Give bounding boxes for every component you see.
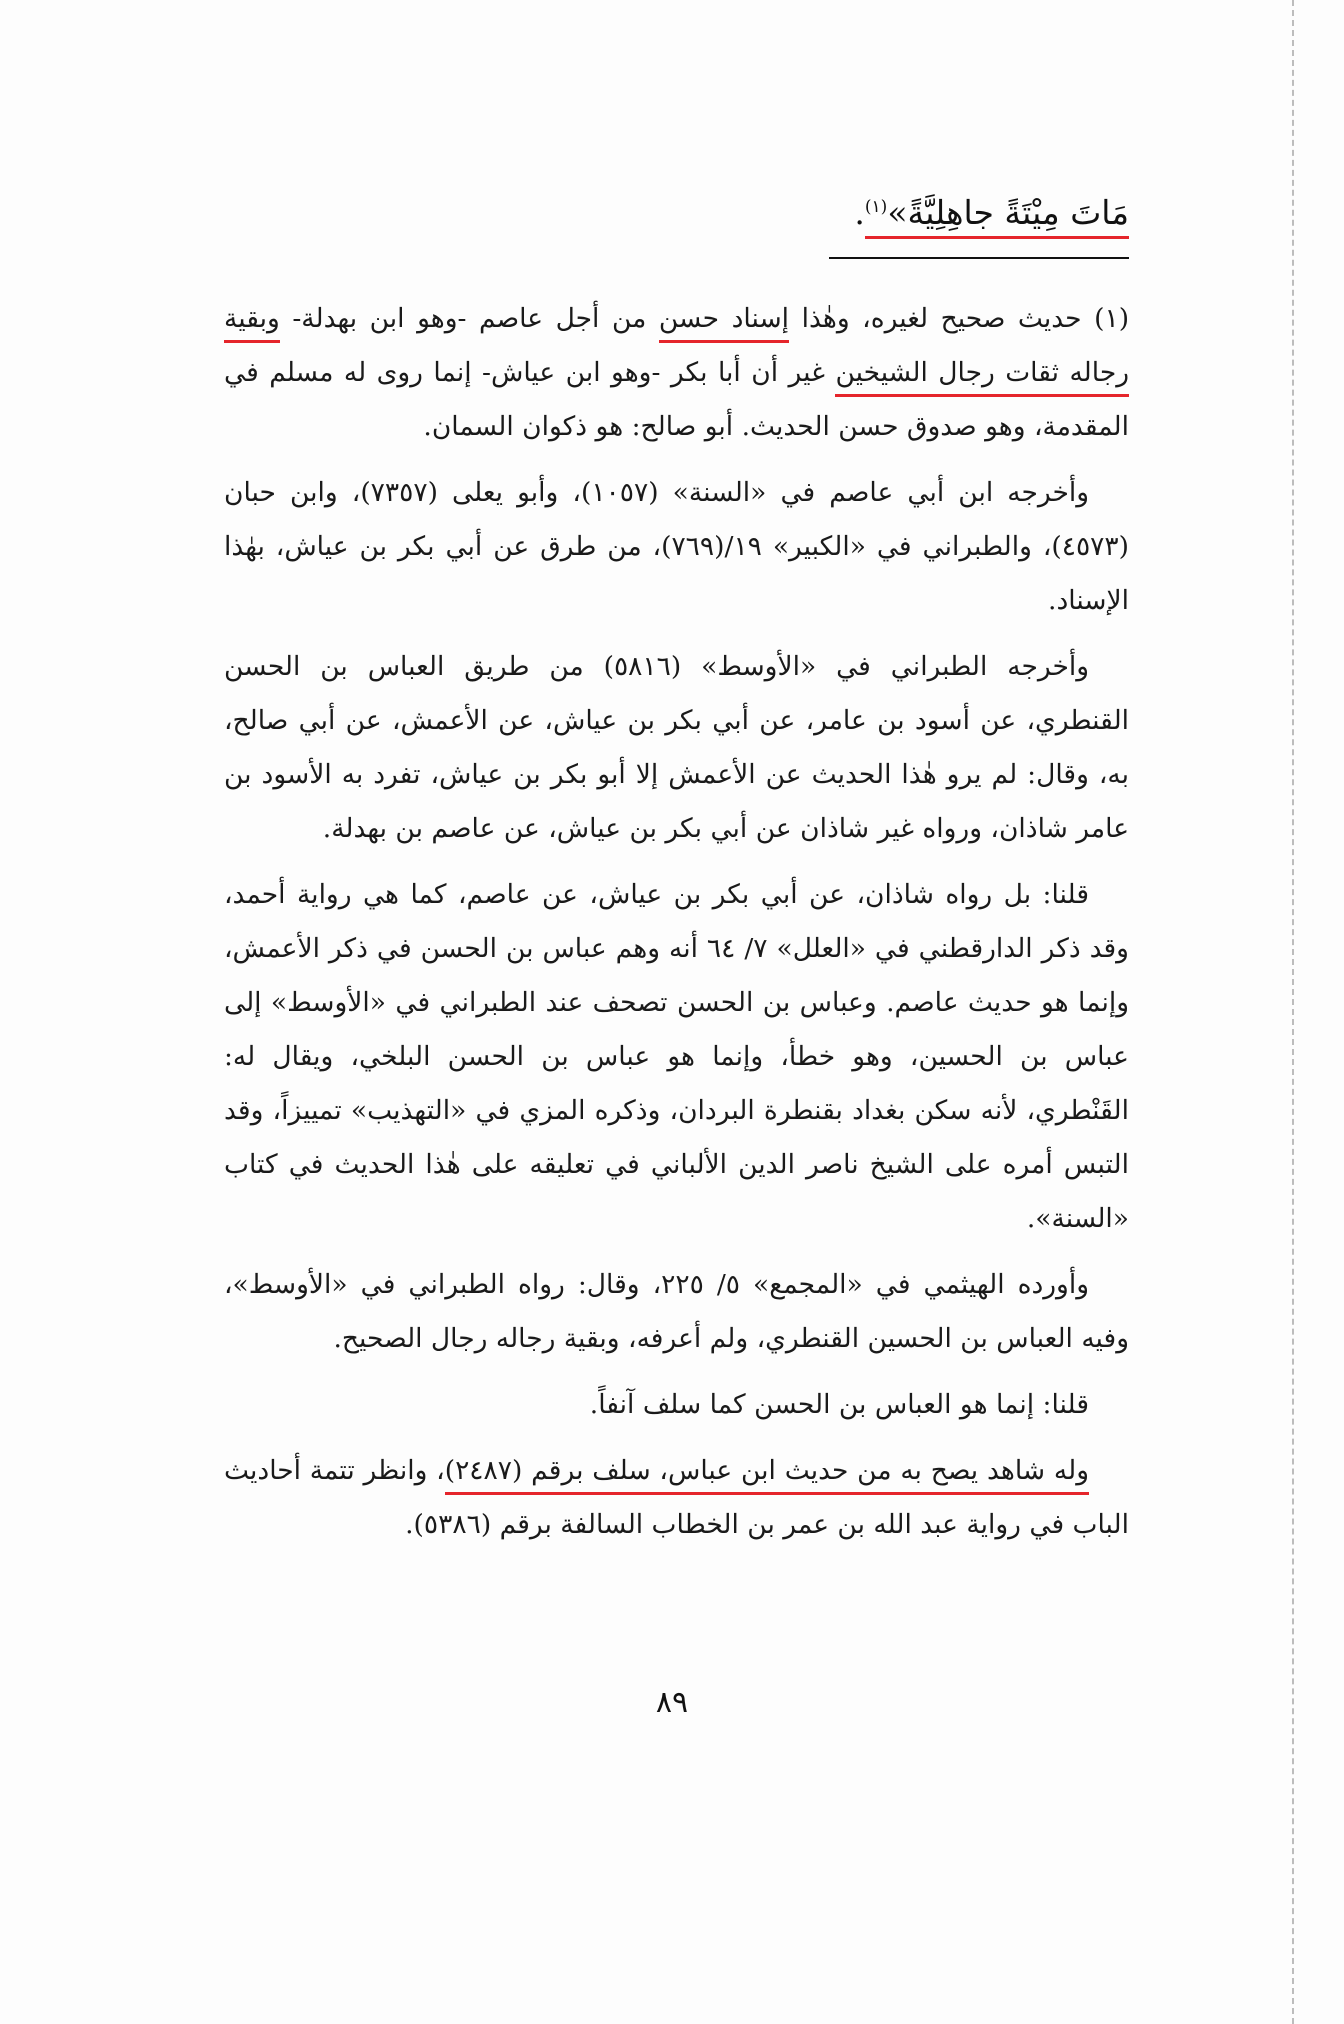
footnote-paragraph xyxy=(224,868,1129,1246)
highlighted-phrase xyxy=(865,193,1129,239)
footnote-text: ، وانظر تتمة أحاديث الباب في رواية عبد الله بن عمر بن الخطاب السالفة برقم (٥٣٨٦). xyxy=(224,1455,1129,1540)
footnote-separator xyxy=(829,257,1129,259)
footnote-text: وأخرجه ابن أبي عاصم في «السنة» (١٠٥٧)، وأبو يعلى (٧٣٥٧)، وابن حبان (٤٥٧٣)، والطبراني في «الكبير» ١٩/(٧٦٩)، من طرق عن أبي بكر بن عياش، بهٰذا الإسناد. xyxy=(224,477,1129,616)
footnote-reference: (١) xyxy=(864,197,888,217)
highlighted-text: إسناد حسن xyxy=(659,303,789,343)
footnote-text: من أجل عاصم -وهو ابن بهدلة- xyxy=(279,303,659,334)
footnote-text: قلنا: إنما هو العباس بن الحسن كما سلف آنفاً. xyxy=(589,1389,1089,1420)
footnote-paragraph xyxy=(224,1378,1129,1432)
footnote-text: قلنا: بل رواه شاذان، عن أبي بكر بن عياش، عن عاصم، كما هي رواية أحمد، وقد ذكر الدارقطني في «العلل» ٧/ ٦٤ أنه وهم عباس بن الحسن في ذكر الأعمش، وإنما هو حديث عاصم. وعباس بن الحسن تصحف عند الطبراني في «الأوسط» إلى عباس بن الحسين، وهو خطأ، وإنما هو عباس بن الحسن البلخي، ويقال له: القَنْطري، لأنه سكن بغداد بقنطرة البردان، وذكره المزي في «التهذيب» تمييزاً، وقد التبس أمره على الشيخ ناصر الدين الألباني في تعليقه على هٰذا الحديث في كتاب «السنة». xyxy=(224,879,1129,1234)
footnote-paragraph xyxy=(224,1258,1129,1366)
footnote-paragraph xyxy=(224,1444,1129,1552)
footnote-text: (١) حديث صحيح لغيره، وهٰذا xyxy=(789,303,1130,334)
main-text: مَاتَ مِيْتَةً جاهِلِيَّةً» xyxy=(887,193,1129,232)
footnote-text: غير أن أبا بكر -وهو ابن عياش- إنما روى له مسلم في المقدمة، وهو صدوق حسن الحديث. أبو صالح: هو ذكوان السمان. xyxy=(224,357,1129,442)
footnote-text: وأورده الهيثمي في «المجمع» ٥/ ٢٢٥، وقال: رواه الطبراني في «الأوسط»، وفيه العباس بن الحسين القنطري، ولم أعرفه، وبقية رجاله رجال الصحيح. xyxy=(224,1269,1129,1354)
highlighted-text: وبقية رجاله ثقات رجال الشيخين xyxy=(224,303,1129,397)
highlighted-text: وله شاهد يصح به من حديث ابن عباس، سلف برقم (٢٤٨٧) xyxy=(445,1455,1089,1495)
footnote-text: وأخرجه الطبراني في «الأوسط» (٥٨١٦) من طريق العباس بن الحسن القنطري، عن أسود بن عامر، عن أبي بكر بن عياش، عن الأعمش، عن أبي صالح، به، وقال: لم يرو هٰذا الحديث عن الأعمش إلا أبو بكر بن عياش، تفرد به الأسود بن عامر شاذان، ورواه غير شاذان عن أبي بكر بن عياش، عن عاصم بن بهدلة. xyxy=(224,651,1129,844)
main-text-end: . xyxy=(854,193,865,232)
main-text-line xyxy=(699,182,1129,238)
footnotes-section xyxy=(224,292,1129,1564)
footnote-paragraph xyxy=(224,466,1129,628)
page-number: ٨٩ xyxy=(655,1685,689,1720)
footnote-paragraph xyxy=(224,292,1129,454)
footnote-paragraph xyxy=(224,640,1129,856)
